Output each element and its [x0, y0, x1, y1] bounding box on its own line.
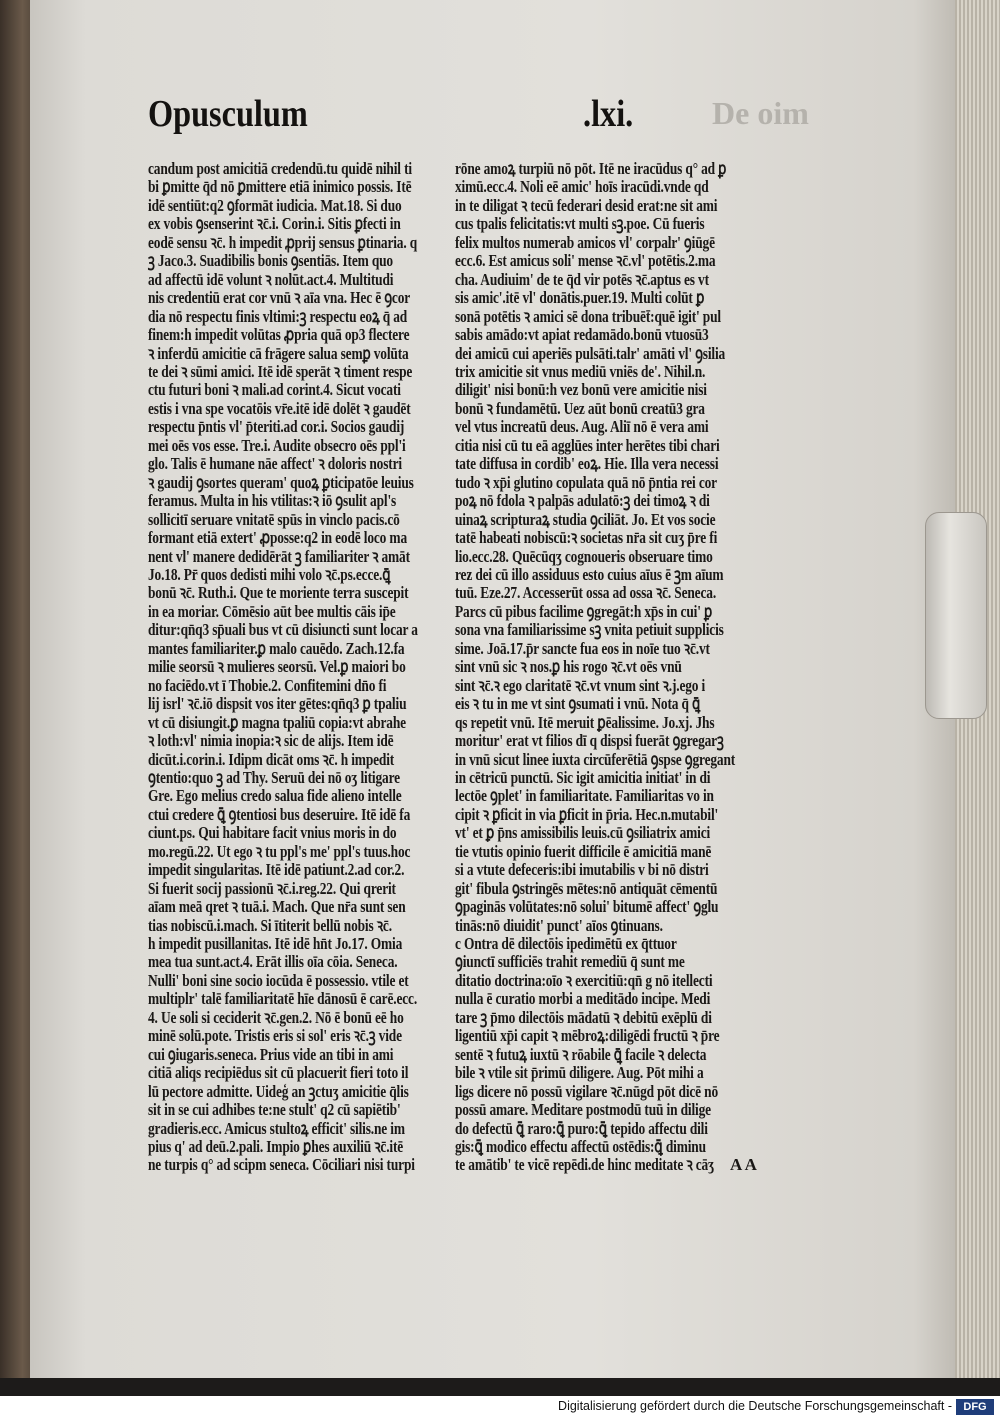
text-line: cipit ꝛ ꝑficit in via ꝑficit in p̄ria. Hec.n.mutabil' — [455, 804, 719, 824]
right-column — [455, 160, 814, 1175]
text-line: respectu p̄ntis vl' p̄teriti.ad cor.i. Socios gaudij — [148, 417, 405, 437]
text-line: lio.ecc.28. Quēcūqʒ cognoueris obseruare timo — [455, 546, 713, 566]
text-line: nent vl' manere dedidērāt ꝫ familiariter ꝛ amāt — [148, 546, 410, 566]
text-line: si a vtute defeceris:ibi imutabilis v bi nō distri — [455, 860, 709, 880]
text-line: ex vobis ꝯsenserint ꝛc̄.i. Corin.i. Sitis ꝑfecti in — [148, 214, 401, 234]
text-line: moritur' erat vt filios dī q dispsi fuerāt ꝯgregarꝫ — [455, 731, 724, 751]
text-line: tare ꝫ p̄mo dilectōis mādatū ꝛ debitū exēplū di — [455, 1007, 712, 1027]
text-line: Si fuerit socij passionū ꝛc̄.i.reg.22. Qui qrerit — [148, 878, 396, 898]
text-line: sime. Joā.17.p̄r sancte fua eos in noīe tuo ꝛc̄.vt — [455, 638, 710, 658]
footer-credit: Digitalisierung gefördert durch die Deutsche Forschungsgemeinschaft - — [558, 1399, 952, 1413]
text-line: poꝝ nō fdola ꝛ palpās adulatō:ꝫ dei timoꝝ ꝛ di — [455, 491, 710, 511]
text-line: cui ꝯiugaris.seneca. Prius vide an tibi in ami — [148, 1044, 394, 1064]
text-line: dicūt.i.corin.i. Idipm dicāt oms ꝛc̄. h impedit — [148, 749, 395, 769]
text-line: 4. Ue soli si ceciderit ꝛc̄.gen.2. Nō ē bonū eē ho — [148, 1007, 404, 1027]
text-line: tias nobiscū.i.mach. Si ītiterit bellū nobis ꝛc̄. — [148, 915, 392, 935]
text-line: pius q' ad deū.2.pali. Impio ꝑhes auxiliū ꝛc̄.itē — [148, 1137, 404, 1157]
text-line: tate diffusa in cordib' eoꝝ. Hie. Illa vera necessi — [455, 454, 719, 474]
text-line: ctui credere ꝗ̄ ꝯtentiosi bus deseruire. Itē idē fa — [148, 804, 411, 824]
text-line: dei amicū cui aperiēs pulsāti.talr' amāti vl' ꝯsilia — [455, 343, 726, 363]
text-line: ximū.ecc.4. Noli eē amic' hoīs iracūdi.vnde qd — [455, 177, 709, 197]
text-line: sona vna familiarissime sꝫ vnita petiuit supplicis — [455, 620, 724, 640]
text-line: nulla ē curatio morbi a meditādo incipe. Medi — [455, 989, 711, 1009]
text-line: trix amicitie sit vnus mediū vniēs de'. Nihil.n. — [455, 361, 706, 381]
text-line: possū amare. Meditare postmodū tuū in dilige — [455, 1100, 711, 1120]
text-line: te amātib' te vicē repēdi.de hinc meditate ꝛ cāʒ — [455, 1155, 715, 1175]
text-line: lectōe ꝯplet' in familiaritate. Familiaritas vo in — [455, 786, 714, 806]
text-line: nis credentiū erat cor vnū ꝛ aīa vna. Hec ē ꝯcor — [148, 288, 411, 308]
text-line: tinās:nō diuidit' punct' aīos ꝯtinuans. — [455, 915, 663, 935]
text-line: c Ontra dē dilectōis ipedimētū ex q̄ttuor — [455, 934, 677, 954]
signature-mark: A A — [730, 1155, 757, 1174]
text-line: ligs dicere nō possū vigilare ꝛc̄.nūgd pōt dicē nō — [455, 1081, 719, 1101]
text-line: Parcs cū pibus facilime ꝯgregāt:h xp̄s in cui' ꝑ — [455, 601, 713, 621]
text-line: Nulli' boni sine socio iocūda ē possessio. vtile et — [148, 970, 409, 990]
text-line: sabis amādo:vt apiat redamādo.bonū vtuosū3 — [455, 325, 709, 345]
left-column — [148, 160, 494, 1175]
folio-number: .lxi. — [583, 93, 634, 135]
text-line: feramus. Multa in his vtilitas:ꝛ iō ꝯsulit apl's — [148, 491, 397, 511]
text-line: sint vnū sic ꝛ nos.ꝑ his rogo ꝛc̄.vt oēs vnū — [455, 657, 682, 677]
text-line: vel vtus increatū deus. Aug. Aliī nō ē vera ami — [455, 417, 709, 437]
text-line: vt' et ꝑ p̄ns amissibilis leuis.cū ꝯsiliatrix amici — [455, 823, 711, 843]
text-line: h impedit pusillanitas. Itē idē hn̄t Jo.17. Omia — [148, 934, 403, 954]
text-line: ecc.6. Est amicus soli' mense ꝛc̄.vl' potētis.2.ma — [455, 251, 716, 271]
text-line: sollicitī seruare vnitatē spūs in vinclo pacis.cō — [148, 509, 400, 529]
text-line: impedit singularitas. Itē idē patiunt.2.ad cor.2. — [148, 860, 405, 880]
text-line: gis:ꝗ̄ modico effectu affectū ostēdis:ꝗ̄ diminu — [455, 1137, 706, 1157]
text-line: eis ꝛ tu in me vt sint ꝯsumati i vnū. Nota q̄ ꝗ̄ — [455, 694, 701, 714]
text-line: mo.regū.22. Ut ego ꝛ tu ppl's me' ppl's tuus.hoc — [148, 841, 411, 861]
text-line: mei oēs vos esse. Tre.i. Audite obsecro oēs ppl'i — [148, 435, 406, 455]
text-line: rōne amoꝝ turpiū nō pōt. Itē ne iracūdus q° ad ꝑ — [455, 159, 727, 178]
text-line: candum post amicitiā credendū.tu quidē nihil ti — [148, 159, 412, 178]
text-line: minē solū.pote. Tristis eris si sol' eris ꝛc̄.ꝫ vide — [148, 1026, 402, 1046]
text-line: finem:h impedit volūtas ꝓpria quā op3 flectere — [148, 325, 410, 345]
text-line: ne turpis q° ad scipm seneca. Cōciliari nisi turpi — [148, 1155, 415, 1175]
text-line: sit in se cui adhibes te:ne stult' q2 cū sapiētib' — [148, 1100, 401, 1120]
text-line: dia nō respectu finis vltimi:ꝫ respectu eoꝝ q̄ ad — [148, 306, 408, 326]
scan-border — [0, 1378, 1000, 1396]
text-line: do defectū ꝗ̄ raro:ꝗ̄ puro:ꝗ̄ tepido affectu dili — [455, 1118, 708, 1138]
text-line: sonā potētis ꝛ amici sē dona tribuēt̄:quē igit' pul — [455, 306, 721, 326]
text-line: no faciēdo.vt ī Thobie.2. Confitemini dn̄o fi — [148, 675, 387, 695]
text-line: ꝯtentio:quo ꝫ ad Thy. Seruū dei nō oʒ litigare — [148, 767, 400, 787]
text-line: mantes familiariter.ꝑ malo cauēdo. Zach.12.fa — [148, 638, 405, 658]
text-line: ꝛ loth:vl' nimia inopia:ꝛ sic de alijs. Item idē — [148, 731, 394, 751]
text-line: aīam meā qret ꝛ tuā.i. Mach. Que nr̄a sunt sen — [148, 897, 406, 917]
dfg-logo: DFG — [956, 1399, 994, 1415]
show-through-text: De oim — [712, 95, 809, 131]
text-line: tudo ꝛ xp̄i glutino copulata quā nō p̄ntia rei cor — [455, 472, 717, 492]
text-line: in ea moriar. Cōmēsio aūt bee multis cāis ip̄e — [148, 601, 396, 621]
text-line: bonū ꝛc̄. Ruth.i. Que te moriente terra suscepit — [148, 583, 409, 603]
text-line: bile ꝛ vtile sit p̄rimū diligere. Aug. Pōt mihi a — [455, 1063, 704, 1083]
text-line: bonū ꝛ fundamētū. Uez aūt bonū creatū3 gra — [455, 398, 705, 418]
text-line: tie vtutis opinio fuerit difficile ē amicitiā manē — [455, 841, 712, 861]
text-line: ciunt.ps. Qui habitare facit vnius moris in do — [148, 823, 397, 843]
text-line: sint ꝛc̄.ꝛ ego claritatē ꝛc̄.vt vnum sint ꝛ.j.ego i — [455, 675, 706, 695]
text-line: felix multos numerab amicos vl' corpalr' ꝯiūgē — [455, 232, 715, 252]
text-line: ꝯpaginās volūtates:nō solui' bitumē affect' ꝯglu — [455, 897, 719, 917]
text-line: citiā aliqs recipiēdus sit cū placuerit fieri toto il — [148, 1063, 409, 1083]
text-line: Jo.18. Pr̄ quos dedisti mihi volo ꝛc̄.ps.ecce.ꝗ̄ — [148, 564, 391, 584]
text-line: estis i vna spe vocatōis vr̄e.itē idē dolēt ꝛ gaudēt — [148, 398, 411, 418]
text-line: tuū. Eze.27. Accesserūt ossa ad ossa ꝛc̄. Seneca. — [455, 583, 717, 603]
text-line: formant etiā extert' ꝓposse:q2 in eodē loco ma — [148, 528, 407, 548]
text-line: multiplr' talē familiaritatē hīe dānosū ē carē.ecc. — [148, 989, 418, 1009]
text-line: cus tpalis felicitatis:vt multi sꝫ.poe. Cū fueris — [455, 214, 705, 234]
text-line: glo. Talis ē humane nāe affect' ꝛ doloris nostri — [148, 454, 402, 474]
text-line: rez dei cū illo assiduus esto cuius aīus ē ꝫm aīum — [455, 564, 724, 584]
text-line: ad affectū idē volunt ꝛ nolūt.act.4. Multitudi — [148, 269, 394, 289]
text-line: diligit' nisi bonū:h vez bonū vere amicitie nisi — [455, 380, 707, 400]
text-line: sentē ꝛ futuꝝ iuxtū ꝛ rōabile ꝗ̄ facile ꝛ delecta — [455, 1044, 707, 1064]
text-line: eodē sensu ꝛc̄. h impedit ꝓprij sensus ꝑtinaria. q — [148, 232, 418, 252]
text-line: in te diligat ꝛ tecū federari desid erat:ne sit ami — [455, 195, 718, 215]
running-title: Opusculum — [148, 93, 308, 135]
text-line: ditatio doctrina:oīo ꝛ exercitiū:qn̄ g nō itellecti — [455, 970, 713, 990]
text-line: git' fibula ꝯstringēs mētes:nō antiquāt cēmentū — [455, 878, 718, 898]
text-line: sis amic'.itē vl' donātis.puer.19. Multi colūt ꝑ — [455, 288, 705, 308]
text-line: ꝛ gaudij ꝯsortes queram' quoꝝ ꝑticipatōe leuius — [148, 472, 414, 492]
footer-bar — [0, 1396, 1000, 1418]
text-line: cha. Audiuim' de te q̄d vir potēs ꝛc̄.aptus es vt — [455, 269, 709, 289]
text-line: bi ꝑmitte q̄d nō ꝑmittere etiā inimico possis. Itē — [148, 177, 412, 197]
text-line: gradieris.ecc. Amicus stultoꝝ efficit' silis.ne im — [148, 1118, 405, 1138]
text-line: ctu futuri boni ꝛ mali.ad corint.4. Sicut vocati — [148, 380, 401, 400]
text-line: vt cū disiungit.ꝑ magna tpaliū copia:vt abrahe — [148, 712, 406, 732]
text-line: Gre. Ego melius credo salua fide alieno intelle — [148, 786, 402, 806]
text-line: lij isrl' ꝛc̄.iō dispsit vos iter gētes:qn̄q3 ꝑ tpaliu — [148, 694, 407, 714]
text-line: mea tua sunt.act.4. Erāt illis oīa cōia. Seneca. — [148, 952, 398, 972]
text-line: ditur:qn̄q3 sp̄uali bus vt cū disiuncti sunt locar a — [148, 620, 418, 640]
text-line: in vnū sicut linee iuxta circūferētiā ꝯspse ꝯgregant — [455, 749, 736, 769]
text-line: ꝫ Jaco.3. Suadibilis bonis ꝯsentiās. Item quo — [148, 251, 393, 271]
text-line: idē sentiūt:q2 ꝯformāt iudicia. Mat.18. Si duo — [148, 195, 402, 215]
text-line: in cētricū punctū. Sic igit amicitia initiat' in di — [455, 767, 711, 787]
text-line: ꝯiunctī sufficiēs trahit remediū q̄ sunt me — [455, 952, 685, 972]
text-line: citia nisi cū tu eā agglūes inter herētes tibi chari — [455, 435, 720, 455]
text-line: lū pectore admitte. Uideģ an ꝫctuʒ amicitie q̄lis — [148, 1081, 409, 1101]
text-line: te dei ꝛ sūmi amici. Itē idē sperāt ꝛ timent respe — [148, 361, 413, 381]
text-line: ligentiū xp̄i capit ꝛ mēbroꝝ:diligēdi fructū ꝛ p̄re — [455, 1026, 720, 1046]
text-line: uinaꝝ scripturaꝝ studia ꝯciliāt. Jo. Et vos socie — [455, 509, 716, 529]
text-line: tatē habeati nobiscū:ꝛ societas nr̄a sit cuʒ p̄re fi — [455, 528, 718, 548]
text-line: qs repetit vnū. Itē meruit ꝑēalissime. Jo.xj. Jhs — [455, 712, 715, 732]
text-line: milie seorsū ꝛ mulieres seorsū. Vel.ꝑ maiori bo — [148, 657, 406, 677]
page-clip — [925, 512, 987, 719]
text-line: ꝛ inferdū amicitie cā frāgere salua semꝑ volūta — [148, 343, 409, 363]
